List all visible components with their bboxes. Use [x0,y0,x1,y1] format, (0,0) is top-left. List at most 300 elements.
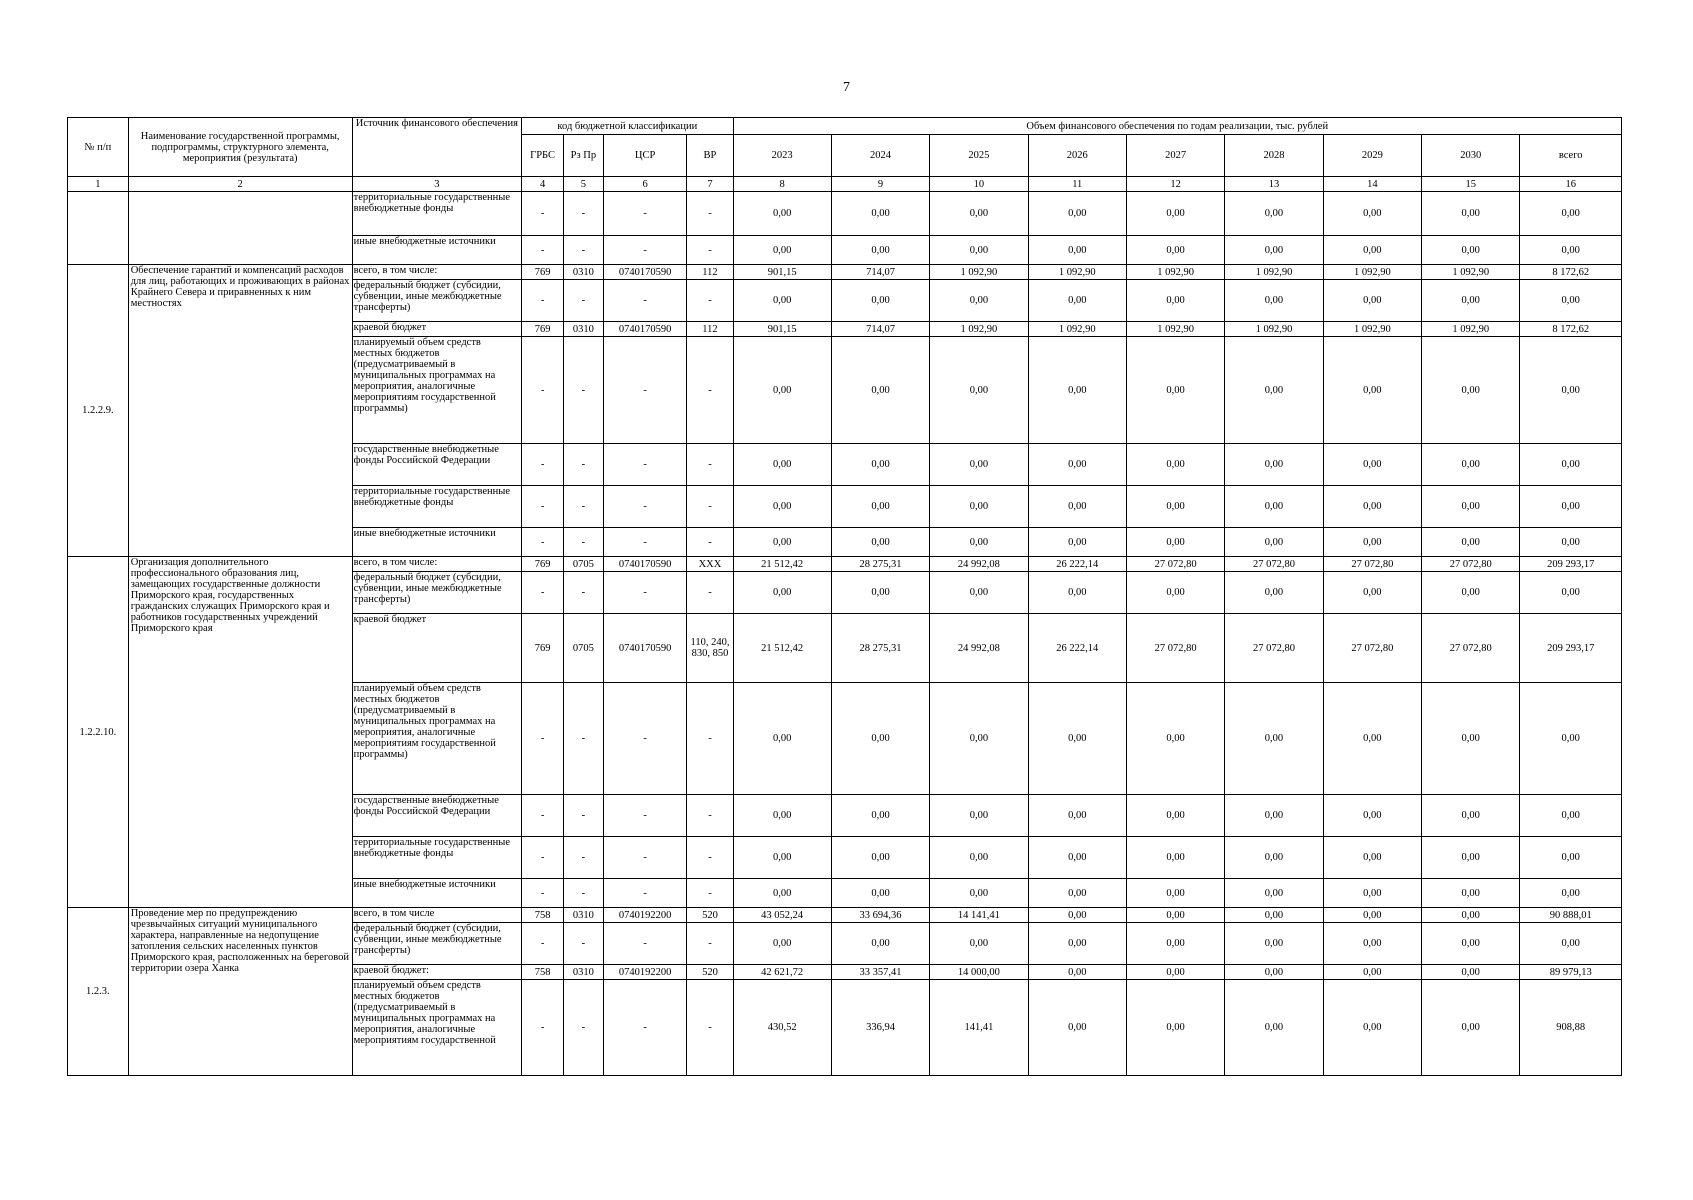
year-value: 0,00 [831,879,929,908]
year-value: 14 141,41 [930,908,1028,923]
vr-code: - [687,879,733,908]
year-value: 0,00 [1422,683,1520,795]
year-value: 0,00 [733,280,831,322]
year-value: 0,00 [1126,572,1224,614]
grbs-code: - [522,280,564,322]
year-value: 0,00 [831,923,929,965]
header-year: 2027 [1126,135,1224,177]
year-value: 1 092,90 [1422,265,1520,280]
grbs-code: - [522,980,564,1076]
vr-code: - [687,980,733,1076]
financing-table [67,117,1622,1076]
year-value: 0,00 [1028,980,1126,1076]
rzpr-code: - [563,444,603,486]
rzpr-code: 0310 [563,265,603,280]
total-value: 0,00 [1520,879,1622,908]
year-value: 0,00 [1126,837,1224,879]
total-value: 0,00 [1520,337,1622,444]
year-value: 0,00 [733,236,831,265]
column-number: 16 [1520,177,1622,192]
funding-source: всего, в том числе: [352,557,522,572]
year-value: 0,00 [1225,337,1323,444]
table-row [68,265,1622,280]
total-value: 0,00 [1520,192,1622,236]
header-year: 2029 [1323,135,1421,177]
funding-source: государственные внебюджетные фонды Российской Федерации [352,795,522,837]
year-value: 1 092,90 [1323,265,1421,280]
year-value: 0,00 [930,337,1028,444]
vr-code: - [687,795,733,837]
year-value: 0,00 [930,837,1028,879]
year-value: 0,00 [1225,486,1323,528]
row-index [68,192,129,265]
csr-code: - [603,337,687,444]
year-value: 141,41 [930,980,1028,1076]
year-value: 0,00 [1028,280,1126,322]
year-value: 0,00 [1422,923,1520,965]
total-value: 90 888,01 [1520,908,1622,923]
year-value: 0,00 [831,444,929,486]
year-value: 0,00 [733,192,831,236]
year-value: 1 092,90 [1028,265,1126,280]
total-value: 209 293,17 [1520,614,1622,683]
funding-source: территориальные государственные внебюджетные фонды [352,486,522,528]
year-value: 0,00 [1028,486,1126,528]
year-value: 0,00 [1422,980,1520,1076]
year-value: 0,00 [1225,280,1323,322]
total-value: 908,88 [1520,980,1622,1076]
year-value: 0,00 [1422,572,1520,614]
vr-code: 520 [687,965,733,980]
year-value: 42 621,72 [733,965,831,980]
grbs-code: 769 [522,614,564,683]
column-number: 3 [352,177,522,192]
header-no: № п/п [68,118,129,177]
grbs-code: 758 [522,965,564,980]
year-value: 27 072,80 [1422,557,1520,572]
year-value: 1 092,90 [1028,322,1126,337]
year-value: 0,00 [1225,837,1323,879]
row-index: 1.2.2.9. [68,265,129,557]
year-value: 28 275,31 [831,614,929,683]
rzpr-code: 0705 [563,557,603,572]
year-value: 0,00 [1422,908,1520,923]
funding-source: федеральный бюджет (субсидии, субвенции, иные межбюджетные трансферты) [352,572,522,614]
total-value: 0,00 [1520,923,1622,965]
year-value: 0,00 [1422,795,1520,837]
year-value: 0,00 [1028,795,1126,837]
total-value: 0,00 [1520,795,1622,837]
year-value: 0,00 [1323,879,1421,908]
year-value: 0,00 [1126,683,1224,795]
year-value: 0,00 [1323,280,1421,322]
year-value: 0,00 [1422,879,1520,908]
header-year: 2025 [930,135,1028,177]
column-number: 6 [603,177,687,192]
year-value: 0,00 [1028,923,1126,965]
year-value: 0,00 [733,572,831,614]
grbs-code: - [522,795,564,837]
grbs-code: 758 [522,908,564,923]
funding-source: краевой бюджет: [352,965,522,980]
csr-code: - [603,923,687,965]
rzpr-code: - [563,280,603,322]
csr-code: - [603,486,687,528]
vr-code: 112 [687,322,733,337]
year-value: 0,00 [1225,923,1323,965]
year-value: 0,00 [1323,795,1421,837]
grbs-code: - [522,572,564,614]
year-value: 0,00 [831,192,929,236]
year-value: 0,00 [1028,192,1126,236]
year-value: 0,00 [930,572,1028,614]
rzpr-code: - [563,236,603,265]
total-value: 8 172,62 [1520,322,1622,337]
year-value: 0,00 [831,280,929,322]
year-value: 0,00 [831,528,929,557]
csr-code: - [603,795,687,837]
year-value: 1 092,90 [930,322,1028,337]
year-value: 0,00 [1422,965,1520,980]
page-number: 7 [843,80,850,95]
year-value: 0,00 [1028,837,1126,879]
header-grbs: ГРБС [522,135,564,177]
year-value: 0,00 [1323,192,1421,236]
csr-code: - [603,980,687,1076]
year-value: 0,00 [831,795,929,837]
year-value: 901,15 [733,265,831,280]
year-value: 0,00 [1225,683,1323,795]
funding-source: территориальные государственные внебюджетные фонды [352,192,522,236]
total-value: 0,00 [1520,280,1622,322]
year-value: 0,00 [1028,236,1126,265]
vr-code: - [687,683,733,795]
year-value: 27 072,80 [1323,557,1421,572]
table-row [68,192,1622,236]
rzpr-code: - [563,528,603,557]
year-value: 0,00 [733,795,831,837]
total-value: 0,00 [1520,837,1622,879]
year-value: 0,00 [1323,908,1421,923]
year-value: 24 992,08 [930,557,1028,572]
rzpr-code: - [563,923,603,965]
measure-name: Проведение мер по предупреждению чрезвычайных ситуаций муниципального характера, направленные на недопущение затопления сельских населенных пунктов Приморского края, расположенных на береговой территории озера Ханка [128,908,352,1076]
vr-code: - [687,572,733,614]
year-value: 1 092,90 [1225,322,1323,337]
measure-name: Организация дополнительного профессионального образования лиц, замещающих государственные должности Приморского края, государственных гражданских служащих Приморского края и работников государственных учреждений Приморского края [128,557,352,908]
year-value: 0,00 [1422,528,1520,557]
year-value: 0,00 [1028,908,1126,923]
vr-code: - [687,236,733,265]
measure-name [128,192,352,265]
year-value: 0,00 [1323,444,1421,486]
funding-source: государственные внебюджетные фонды Российской Федерации [352,444,522,486]
total-value: 0,00 [1520,444,1622,486]
year-value: 0,00 [1028,879,1126,908]
total-value: 89 979,13 [1520,965,1622,980]
year-value: 26 222,14 [1028,557,1126,572]
column-number: 14 [1323,177,1421,192]
funding-source: планируемый объем средств местных бюджетов (предусматриваемый в муниципальных программах на мероприятия, аналогичные мероприятиям государственной [352,980,522,1076]
year-value: 1 092,90 [930,265,1028,280]
year-value: 0,00 [733,837,831,879]
year-value: 24 992,08 [930,614,1028,683]
vr-code: - [687,337,733,444]
vr-code: XXX [687,557,733,572]
rzpr-code: - [563,879,603,908]
funding-source: федеральный бюджет (субсидии, субвенции, иные межбюджетные трансферты) [352,280,522,322]
year-value: 0,00 [1126,236,1224,265]
year-value: 1 092,90 [1225,265,1323,280]
year-value: 27 072,80 [1323,614,1421,683]
total-value: 0,00 [1520,236,1622,265]
grbs-code: - [522,444,564,486]
vr-code: - [687,923,733,965]
rzpr-code: 0310 [563,322,603,337]
year-value: 0,00 [831,337,929,444]
year-value: 0,00 [831,486,929,528]
year-value: 27 072,80 [1126,557,1224,572]
year-value: 0,00 [930,528,1028,557]
vr-code: 110, 240, 830, 850 [687,614,733,683]
vr-code: 112 [687,265,733,280]
funding-source: всего, в том числе [352,908,522,923]
total-value: 0,00 [1520,683,1622,795]
header-year: 2028 [1225,135,1323,177]
year-value: 0,00 [1028,528,1126,557]
column-number: 7 [687,177,733,192]
csr-code: - [603,572,687,614]
year-value: 0,00 [930,444,1028,486]
year-value: 0,00 [1126,280,1224,322]
year-value: 0,00 [1225,236,1323,265]
csr-code: 0740170590 [603,265,687,280]
year-value: 336,94 [831,980,929,1076]
year-value: 0,00 [1126,923,1224,965]
funding-source: территориальные государственные внебюджетные фонды [352,837,522,879]
year-value: 0,00 [1225,795,1323,837]
rzpr-code: - [563,337,603,444]
column-number: 11 [1028,177,1126,192]
csr-code: 0740192200 [603,908,687,923]
grbs-code: - [522,528,564,557]
year-value: 0,00 [1225,192,1323,236]
header-csr: ЦСР [603,135,687,177]
header-source: Источник финансового обеспечения [352,118,522,177]
table-row [68,557,1622,572]
grbs-code: - [522,486,564,528]
csr-code: - [603,444,687,486]
csr-code: - [603,683,687,795]
year-value: 0,00 [1028,683,1126,795]
year-value: 0,00 [1126,486,1224,528]
total-value: 0,00 [1520,528,1622,557]
year-value: 14 000,00 [930,965,1028,980]
row-index: 1.2.2.10. [68,557,129,908]
year-value: 0,00 [1225,965,1323,980]
csr-code: - [603,879,687,908]
csr-code: 0740170590 [603,557,687,572]
column-number: 8 [733,177,831,192]
year-value: 0,00 [1323,486,1421,528]
column-number-row [68,177,1622,192]
year-value: 901,15 [733,322,831,337]
year-value: 1 092,90 [1323,322,1421,337]
year-value: 21 512,42 [733,614,831,683]
year-value: 0,00 [733,923,831,965]
vr-code: - [687,528,733,557]
column-number: 5 [563,177,603,192]
year-value: 0,00 [1422,280,1520,322]
year-value: 0,00 [1422,486,1520,528]
year-value: 0,00 [930,879,1028,908]
funding-source: иные внебюджетные источники [352,236,522,265]
year-value: 0,00 [1323,923,1421,965]
column-number: 9 [831,177,929,192]
year-value: 33 357,41 [831,965,929,980]
rzpr-code: 0310 [563,908,603,923]
rzpr-code: - [563,572,603,614]
column-number: 4 [522,177,564,192]
grbs-code: - [522,192,564,236]
header-budget-code: код бюджетной классификации [522,118,733,135]
csr-code: - [603,280,687,322]
measure-name: Обеспечение гарантий и компенсаций расходов для лиц, работающих и проживающих в районах Крайнего Севера и приравненных к ним местностях [128,265,352,557]
year-value: 27 072,80 [1422,614,1520,683]
csr-code: - [603,837,687,879]
funding-source: краевой бюджет [352,614,522,683]
year-value: 0,00 [1126,795,1224,837]
csr-code: 0740170590 [603,614,687,683]
year-value: 0,00 [1126,444,1224,486]
csr-code: - [603,192,687,236]
year-value: 0,00 [1225,908,1323,923]
rzpr-code: 0705 [563,614,603,683]
rzpr-code: - [563,795,603,837]
year-value: 0,00 [733,486,831,528]
year-value: 0,00 [733,337,831,444]
grbs-code: 769 [522,322,564,337]
column-number: 10 [930,177,1028,192]
grbs-code: - [522,923,564,965]
year-value: 0,00 [1323,980,1421,1076]
grbs-code: 769 [522,557,564,572]
year-value: 28 275,31 [831,557,929,572]
header-name: Наименование государственной программы, подпрограммы, структурного элемента, мероприятия (результата) [128,118,352,177]
year-value: 0,00 [930,795,1028,837]
column-number: 2 [128,177,352,192]
year-value: 0,00 [1323,837,1421,879]
year-value: 0,00 [930,683,1028,795]
year-value: 0,00 [733,879,831,908]
year-value: 0,00 [1028,444,1126,486]
vr-code: - [687,444,733,486]
rzpr-code: - [563,486,603,528]
year-value: 43 052,24 [733,908,831,923]
year-value: 26 222,14 [1028,614,1126,683]
grbs-code: 769 [522,265,564,280]
rzpr-code: - [563,192,603,236]
column-number: 13 [1225,177,1323,192]
year-value: 0,00 [1323,337,1421,444]
grbs-code: - [522,236,564,265]
column-number: 1 [68,177,129,192]
rzpr-code: - [563,980,603,1076]
year-value: 0,00 [1323,572,1421,614]
funding-source: федеральный бюджет (субсидии, субвенции, иные межбюджетные трансферты) [352,923,522,965]
year-value: 0,00 [1225,528,1323,557]
row-index: 1.2.3. [68,908,129,1076]
year-value: 0,00 [1126,192,1224,236]
header-rzpr: Рз Пр [563,135,603,177]
rzpr-code: - [563,683,603,795]
year-value: 0,00 [930,280,1028,322]
year-value: 0,00 [733,683,831,795]
year-value: 0,00 [1225,572,1323,614]
year-value: 0,00 [831,236,929,265]
year-value: 0,00 [1126,980,1224,1076]
csr-code: - [603,528,687,557]
total-value: 0,00 [1520,572,1622,614]
year-value: 0,00 [1126,965,1224,980]
year-value: 714,07 [831,265,929,280]
vr-code: - [687,837,733,879]
year-value: 0,00 [930,923,1028,965]
header-volume: Объем финансового обеспечения по годам реализации, тыс. рублей [733,118,1622,135]
year-value: 0,00 [831,572,929,614]
year-value: 0,00 [1422,444,1520,486]
year-value: 430,52 [733,980,831,1076]
header-vr: ВР [687,135,733,177]
funding-source: краевой бюджет [352,322,522,337]
funding-source: иные внебюджетные источники [352,879,522,908]
year-value: 21 512,42 [733,557,831,572]
year-value: 0,00 [1225,879,1323,908]
table-body [68,192,1622,1076]
grbs-code: - [522,837,564,879]
year-value: 0,00 [1422,837,1520,879]
year-value: 0,00 [1028,572,1126,614]
funding-source: иные внебюджетные источники [352,528,522,557]
year-value: 0,00 [1225,980,1323,1076]
year-value: 0,00 [1028,337,1126,444]
funding-source: всего, в том числе: [352,265,522,280]
csr-code: 0740192200 [603,965,687,980]
csr-code: - [603,236,687,265]
year-value: 33 694,36 [831,908,929,923]
csr-code: 0740170590 [603,322,687,337]
year-value: 0,00 [831,837,929,879]
header-total: всего [1520,135,1622,177]
year-value: 0,00 [733,444,831,486]
grbs-code: - [522,683,564,795]
year-value: 0,00 [930,236,1028,265]
year-value: 0,00 [1422,236,1520,265]
year-value: 1 092,90 [1126,265,1224,280]
year-value: 0,00 [1422,192,1520,236]
year-value: 1 092,90 [1422,322,1520,337]
funding-source: планируемый объем средств местных бюджетов (предусматриваемый в муниципальных программах на мероприятия, аналогичные мероприятиям государственной программы) [352,683,522,795]
rzpr-code: - [563,837,603,879]
rzpr-code: 0310 [563,965,603,980]
year-value: 0,00 [930,486,1028,528]
year-value: 0,00 [1323,965,1421,980]
header-year: 2024 [831,135,929,177]
year-value: 27 072,80 [1126,614,1224,683]
table-row [68,908,1622,923]
year-value: 0,00 [733,528,831,557]
year-value: 0,00 [1126,908,1224,923]
